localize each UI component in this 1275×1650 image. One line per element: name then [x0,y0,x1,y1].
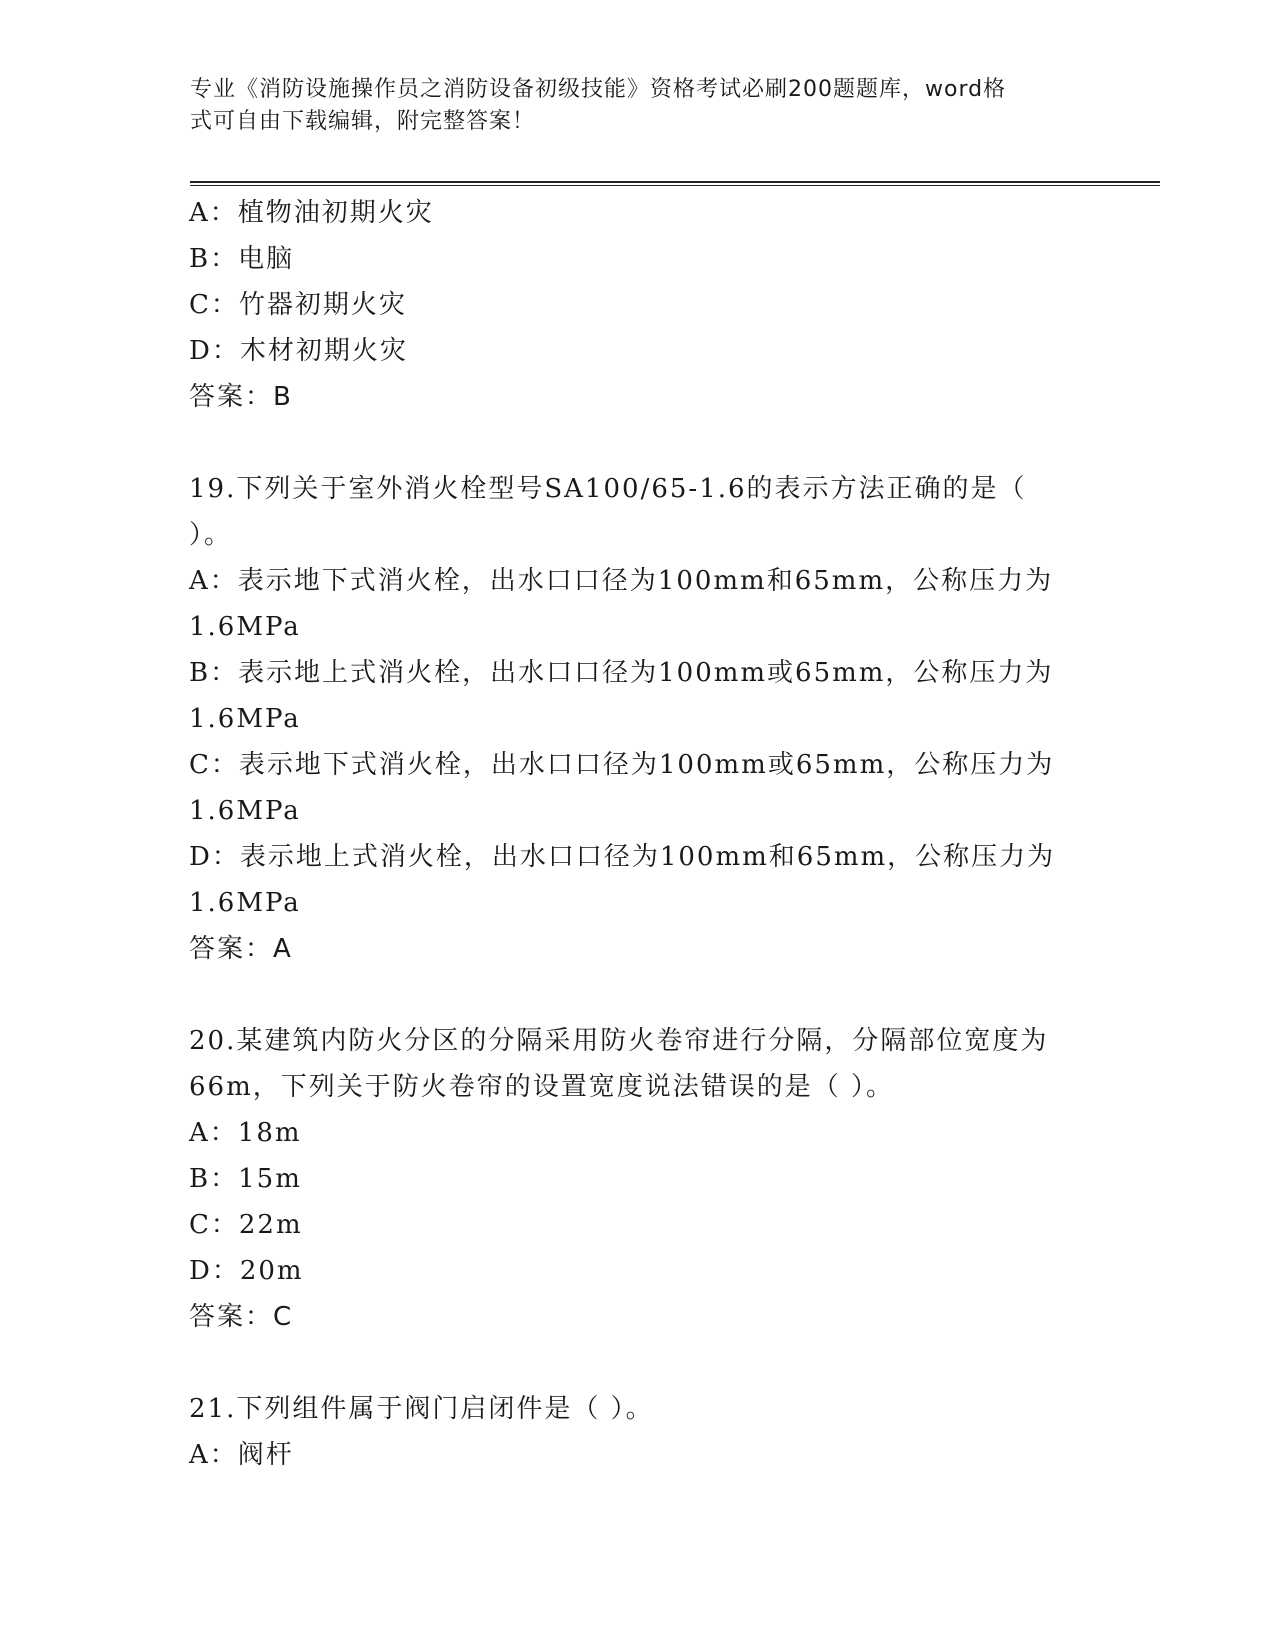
option-c: C：表示地下式消火栓，出水口口径为100mm或65mm，公称压力为 [189,750,1055,780]
answer: 答案：A [189,934,293,964]
option-b: B：电脑 [189,244,295,274]
spacer [189,972,1089,1018]
question-18 [189,190,1089,420]
option-c: C：竹器初期火灾 [189,290,407,320]
question-list [189,190,1089,1478]
question-stem: 21.下列组件属于阀门启闭件是（ ）。 [189,1394,654,1424]
answer: 答案：C [189,1302,294,1332]
question-stem-cont: ）。 [189,520,233,550]
question-20 [189,1018,1089,1340]
option-c-cont: 1.6MPa [189,796,301,826]
spacer [189,420,1089,466]
option-a: A：18m [189,1118,302,1148]
option-d: D：表示地上式消火栓，出水口口径为100mm和65mm，公称压力为 [189,842,1056,872]
question-stem: 20.某建筑内防火分区的分隔采用防火卷帘进行分隔，分隔部位宽度为 [189,1026,1049,1056]
option-a: A：植物油初期火灾 [189,198,434,228]
option-d: D：20m [189,1256,304,1286]
option-b: B：表示地上式消火栓，出水口口径为100mm或65mm，公称压力为 [189,658,1054,688]
question-21 [189,1386,1089,1478]
option-b-cont: 1.6MPa [189,704,301,734]
option-b: B：15m [189,1164,302,1194]
header-divider-thin [190,185,1160,186]
option-d-cont: 1.6MPa [189,888,301,918]
option-a: A：阀杆 [189,1440,294,1470]
option-d: D：木材初期火灾 [189,336,408,366]
question-stem-cont: 66m，下列关于防火卷帘的设置宽度说法错误的是（ ）。 [189,1072,895,1102]
option-a: A：表示地下式消火栓，出水口口径为100mm和65mm，公称压力为 [189,566,1054,596]
document-header [190,74,1090,138]
option-c: C：22m [189,1210,303,1240]
option-a-cont: 1.6MPa [189,612,301,642]
spacer [189,1340,1089,1386]
header-line-1: 专业《消防设施操作员之消防设备初级技能》资格考试必刷200题题库，word格 [190,77,1007,102]
question-19 [189,466,1089,972]
header-divider-thick [190,181,1160,183]
header-line-2: 式可自由下载编辑，附完整答案！ [190,109,536,134]
answer: 答案：B [189,382,293,412]
question-stem: 19.下列关于室外消火栓型号SA100/65-1.6的表示方法正确的是（ [189,474,1027,504]
